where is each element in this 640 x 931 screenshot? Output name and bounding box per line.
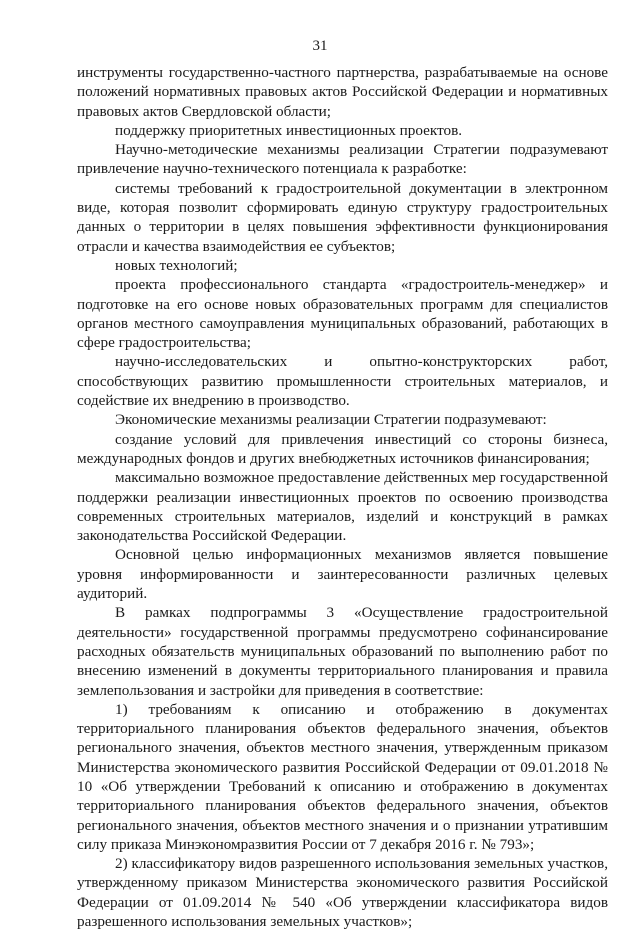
- paragraph-scientific-mechanisms: Научно-методические механизмы реализации Стратегии подразумевают привлечение научно-технического потенциала к разработке:: [77, 141, 608, 178]
- paragraph-investment-conditions: создание условий для привлечения инвестиций со стороны бизнеса, международных фондов и других внебюджетных источников финансирования;: [77, 430, 608, 467]
- paragraph-item-2: 2) классификатору видов разрешенного использования земельных участков, утвержденному приказом Министерства экономического развития Российской Федерации от 01.09.2014 № 540 «Об утверждении классификатора видов разрешенного использования земельных участков»;: [77, 855, 608, 931]
- paragraph-new-technologies: новых технологий;: [115, 256, 238, 274]
- paragraph-ppp-instruments: инструменты государственно-частного партнерства, разрабатываемые на основе положений нормативных правовых актов Российской Федерации и нормативных правовых актов Свердловской области;: [77, 64, 608, 120]
- paragraph-economic-mechanisms: Экономические механизмы реализации Стратегии подразумевают:: [115, 411, 547, 429]
- page-number: 31: [312, 38, 328, 54]
- paragraph-information-mechanisms: Основной целью информационных механизмов является повышение уровня информированности и заинтересованности различных целевых аудиторий.: [77, 546, 608, 603]
- paragraph-item-1: 1) требованиям к описанию и отображению в документах территориального планирования объектов федерального значения, объектов регионального значения, объектов местного значения, утвержденным приказом Министерства экономического развития Российской Федерации от 09.01.2018 № 10 «Об утверждении Требований к описанию и отображению в документах территориального планирования объектов федерального значения, объектов регионального значения, объектов местного значения и о признании утратившим силу приказа Минэкономразвития России от 7 декабря 2016 г. № 793»;: [77, 700, 608, 853]
- body-text: [77, 63, 608, 931]
- paragraph-priority-projects: поддержку приоритетных инвестиционных проектов.: [115, 121, 463, 139]
- paragraph-research-works: научно-исследовательских и опытно-конструкторских работ, способствующих развитию промышленности строительных материалов, и содействие их внедрению в производство.: [77, 353, 608, 410]
- paragraph-state-support: максимально возможное предоставление действенных мер государственной поддержки реализации инвестиционных проектов по освоению производства современных строительных материалов, изделий и конструкций в рамках законодательства Российской Федерации.: [77, 469, 608, 545]
- paragraph-electronic-requirements: системы требований к градостроительной документации в электронном виде, которая позволит сформировать единую структуру градостроительных данных о территории в целях повышения эффективности функционирования отрасли и качества взаимодействия ее субъектов;: [77, 179, 608, 255]
- paragraph-professional-standard: проекта профессионального стандарта «градостроитель-менеджер» и подготовке на его основе новых образовательных программ для специалистов органов местного самоуправления муниципальных образований, работающих в сфере градостроительства;: [77, 276, 608, 352]
- paragraph-subprogram-3: В рамках подпрограммы 3 «Осуществление градостроительной деятельности» государственной программы предусмотрено софинансирование расходных обязательств муниципальных образований по выполнению работ по внесению изменений в документы территориального планирования и правила землепользования и застройки для приведения в соответствие:: [77, 604, 608, 699]
